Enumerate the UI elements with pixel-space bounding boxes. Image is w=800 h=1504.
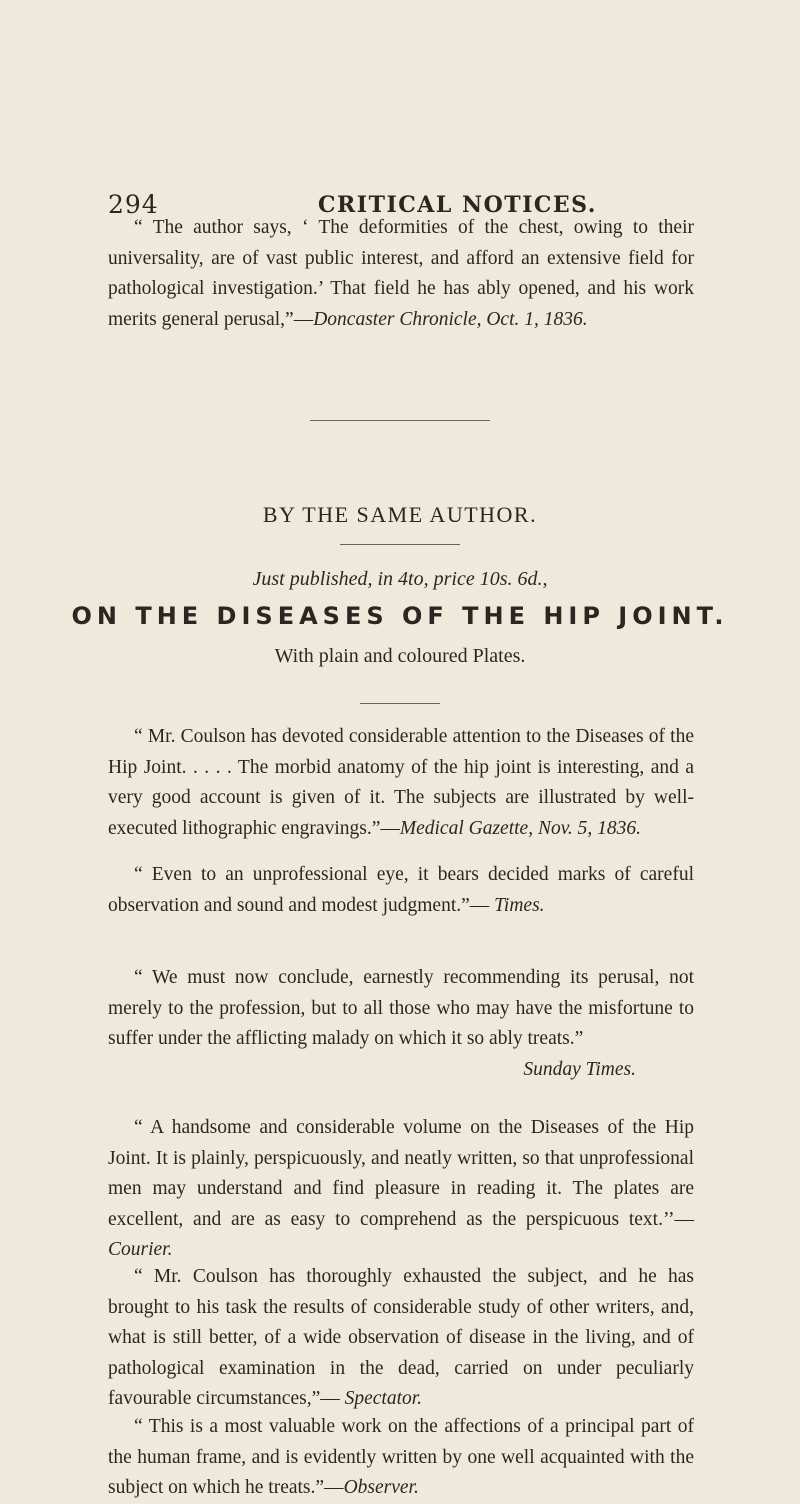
review-item [108,722,694,844]
review-source: Times. [494,894,545,916]
review-source: Doncaster Chronicle, Oct. 1, 1836. [313,308,588,330]
review-item [108,1113,694,1266]
review-item [108,1262,694,1415]
book-subtitle: With plain and coloured Plates. [274,645,526,667]
review-text: “ A handsome and considerable volume on the Diseases of the Hip Joint. It is plainly, perspicuously, and neatly written, so that unprofessional men may understand and find pleasure in reading it. The plates are excellent, and are as easy to comprehend as the perspicuous text.’’— [108,1117,694,1230]
divider-rule [310,420,490,421]
section-heading: BY THE SAME AUTHOR. [262,502,538,527]
review-item [108,1412,694,1504]
review-text: “ Even to an unprofessional eye, it bears decided marks of careful observation and sound and modest judgment.”— [108,864,694,916]
review-source: Sunday Times. [523,1058,636,1080]
divider-rule [340,544,460,545]
review-text: “ Mr. Coulson has devoted considerable attention to the Diseases of the Hip Joint. . . . . The morbid anatomy of the hip joint is interesting, and a very good account is given of it. The subjects are illustrated by well-executed lithographic engravings.”— [108,726,694,839]
review-item [108,963,694,1085]
review-text: “ The author says, ‘ The deformities of the chest, owing to their universality, are of vast public interest, and afford an extensive field for pathological investigation.’ That field he has ably opened, and his work merits general perusal,”— [108,217,694,330]
page-number: 294 [108,190,159,219]
running-head: CRITICAL NOTICES. [318,192,597,218]
book-title: ON THE DISEASES OF THE HIP JOINT. [71,602,729,630]
review-text: “ Mr. Coulson has thoroughly exhausted the subject, and he has brought to his task the results of considerable study of other writers, and, what is still better, of a wide observation of disease in the living, and of pathological examination in the dead, carried on under peculiarly favourable circumstances,”— [108,1266,694,1409]
review-text: “ This is a most valuable work on the affections of a principal part of the human frame, and is evidently written by one well acquainted with the subject on which he treats.”— [108,1416,694,1498]
review-source: Spectator. [344,1388,423,1409]
publication-announcement: Just published, in 4to, price 10s. 6d., [252,568,548,590]
review-intro [108,213,694,335]
divider-rule [360,703,440,704]
review-source: Courier. [108,1239,173,1260]
review-source: Medical Gazette, Nov. 5, 1836. [399,817,642,839]
review-text: “ We must now conclude, earnestly recommending its perusal, not merely to the profession, but to all those who may have the misfortune to suffer under the afflicting malady on which it so ably treats.” [108,967,694,1049]
review-item [108,860,694,921]
review-source: Observer. [343,1477,419,1498]
